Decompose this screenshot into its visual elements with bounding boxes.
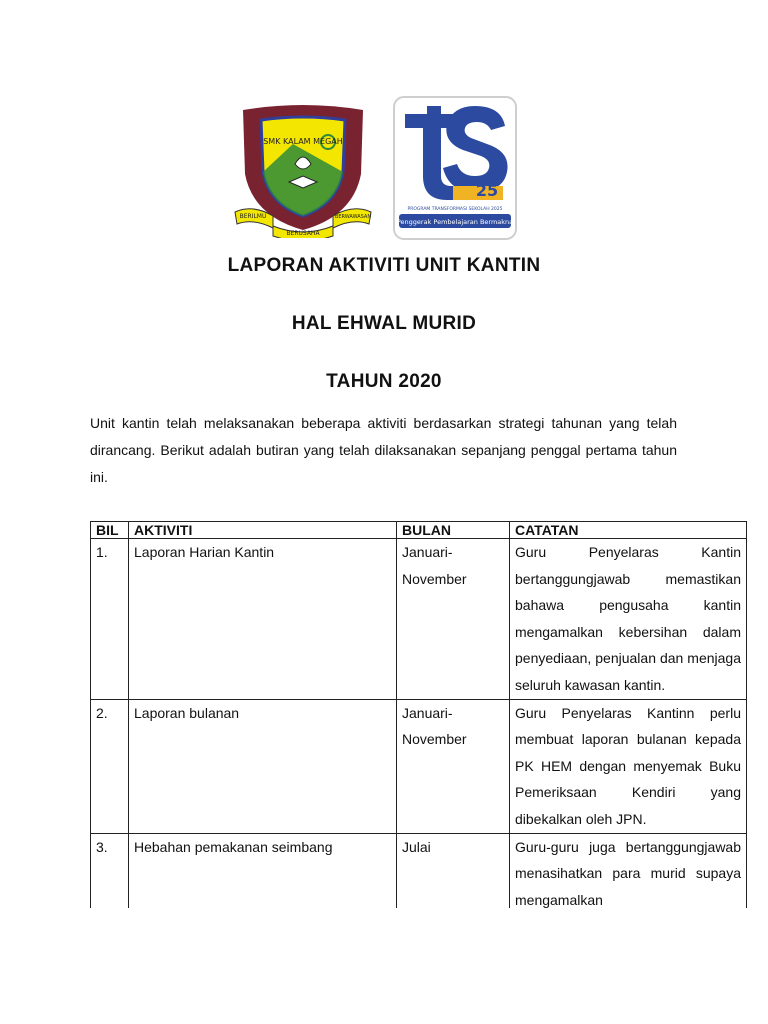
year-title: TAHUN 2020 <box>326 371 442 392</box>
header-bil: BIL <box>91 522 129 539</box>
table-header-row <box>91 522 747 539</box>
cell-bulan: Julai <box>397 833 510 914</box>
table-row <box>91 539 747 700</box>
ts25-logo <box>393 96 517 240</box>
cell-aktiviti: Hebahan pemakanan seimbang <box>129 833 397 914</box>
intro-paragraph: Unit kantin telah melaksanakan beberapa aktiviti berdasarkan strategi tahunan yang telah dirancang. Berikut adalah butiran yang telah dilaksanakan sepanjang penggal pertama tahun ini. <box>90 415 677 485</box>
cell-bulan: Januari-November <box>397 539 510 700</box>
cell-catatan: Guru Penyelaras Kantinn perlu membuat laporan bulanan kepada PK HEM dengan menyemak Buku Pemeriksaan Kendiri yang dibekalkan oleh JPN. <box>510 699 747 833</box>
report-title: LAPORAN AKTIVITI UNIT KANTIN <box>227 255 541 276</box>
table-row <box>91 833 747 914</box>
cell-aktiviti: Laporan Harian Kantin <box>129 539 397 700</box>
header-catatan: CATATAN <box>510 522 747 539</box>
cell-catatan: Guru-guru juga bertanggungjawab menasihatkan para murid supaya mengamalkan <box>510 833 747 914</box>
cell-catatan: Guru Penyelaras Kantin bertanggungjawab memastikan bahawa pengusaha kantin mengamalkan kebersihan dalam penyediaan, penjualan dan menjaga seluruh kawasan kantin. <box>510 539 747 700</box>
school-crest-logo <box>233 104 373 238</box>
svg-text:BERILMU: BERILMU <box>239 213 267 220</box>
svg-text:25: 25 <box>475 181 499 200</box>
cell-bil: 2. <box>91 699 129 833</box>
cell-aktiviti: Laporan bulanan <box>129 699 397 833</box>
cell-bil: 3. <box>91 833 129 914</box>
header-aktiviti: AKTIVITI <box>129 522 397 539</box>
svg-text:Penggerak Pembelajaran Bermakn: Penggerak Pembelajaran Bermakna <box>396 218 514 226</box>
page-bottom-margin <box>0 908 768 1024</box>
department-title: HAL EHWAL MURID <box>291 313 477 334</box>
logo-strip <box>0 96 768 242</box>
svg-text:SMK KALAM MEGAH: SMK KALAM MEGAH <box>263 137 343 146</box>
activity-table <box>90 521 747 914</box>
table-row <box>91 699 747 833</box>
cell-bulan: Januari-November <box>397 699 510 833</box>
svg-text:BERWAWASAN: BERWAWASAN <box>334 214 372 220</box>
svg-text:BERUSAHA: BERUSAHA <box>286 230 320 237</box>
header-bulan: BULAN <box>397 522 510 539</box>
svg-text:PROGRAM TRANSFORMASI SEKOLAH 2: PROGRAM TRANSFORMASI SEKOLAH 2025 <box>407 207 503 212</box>
cell-bil: 1. <box>91 539 129 700</box>
